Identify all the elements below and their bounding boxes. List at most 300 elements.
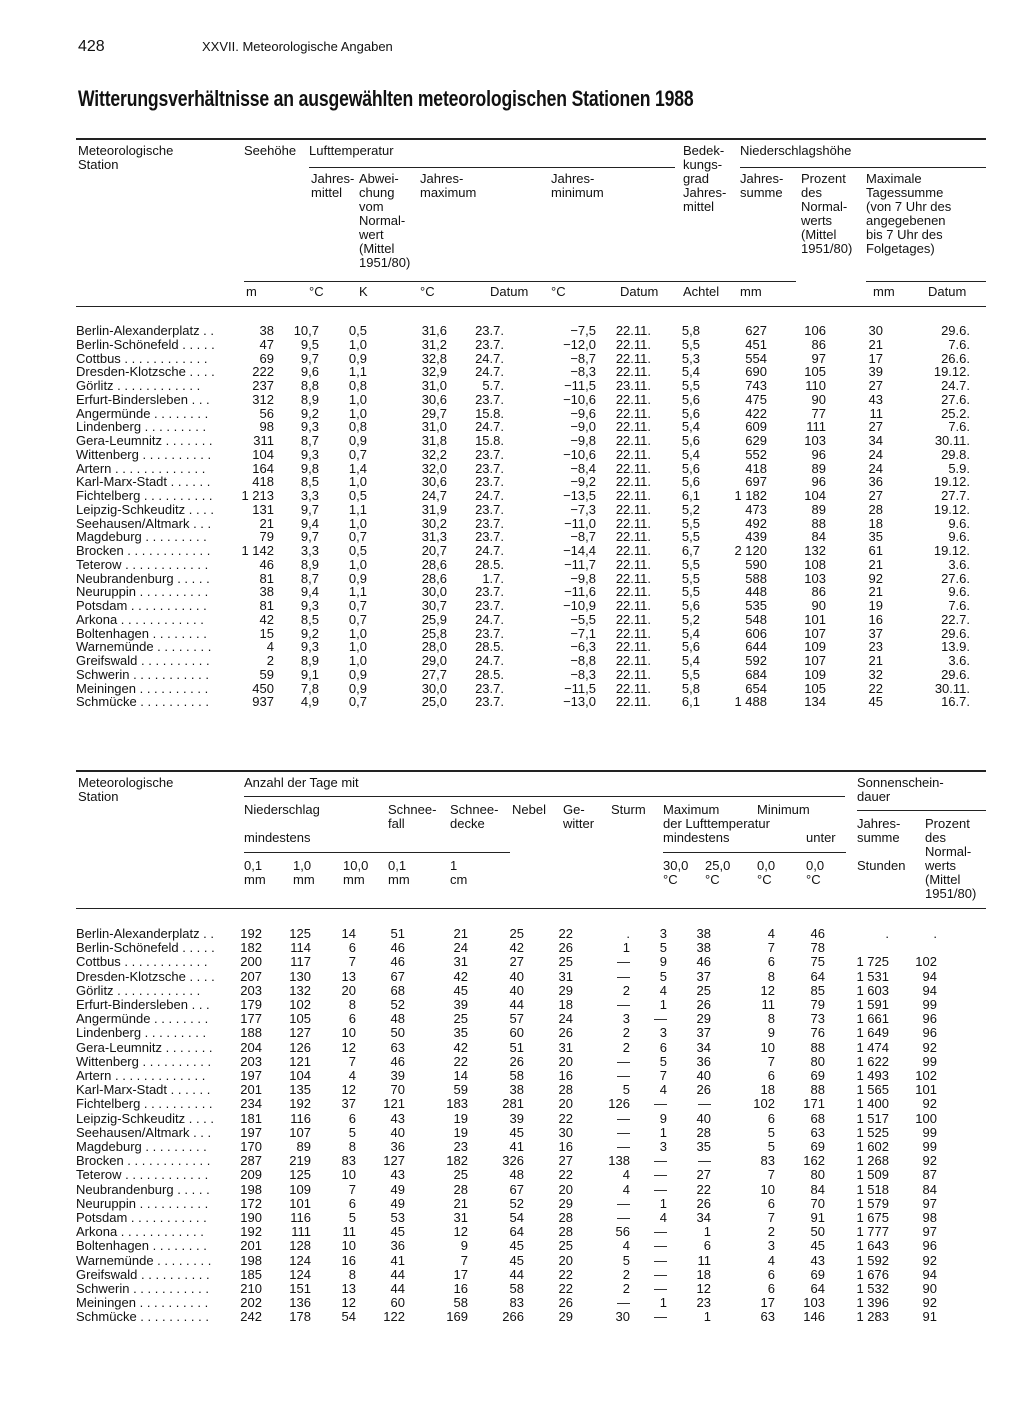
cell-tagessumme-mm: 27: [868, 488, 883, 503]
cell-jahresmin: −10,6: [563, 391, 596, 407]
cell-schneefall: 63: [390, 1039, 405, 1055]
cell-schneefall: 122: [383, 1309, 405, 1325]
cell-sonne-summe: 1 531: [856, 968, 889, 984]
t2-h-maximum: Maximum: [663, 802, 720, 817]
cell-jahresmittel: 9,3: [300, 598, 319, 613]
cell-ns-100: 12: [341, 1082, 356, 1098]
cell-schneefall: 68: [390, 982, 405, 998]
row-station-name: Lindenberg . . . . . . . . .: [76, 1025, 207, 1041]
cell-bedeckung: 5,6: [681, 433, 700, 448]
cell-tagessumme-datum: 27.6.: [941, 391, 970, 407]
row-station-name: Angermünde . . . . . . . .: [76, 405, 209, 421]
cell-bedeckung: 6,7: [681, 543, 700, 558]
row-station-name: Potsdam . . . . . . . . . . .: [76, 1210, 207, 1225]
cell-abweichung: 1,4: [348, 460, 367, 476]
cell-tagessumme-mm: 24: [868, 446, 883, 462]
t2-h-schneefall: Schnee- fall: [388, 802, 437, 831]
cell-sonne-prozent: 92: [922, 1039, 937, 1055]
cell-ns-10: 178: [289, 1309, 311, 1325]
table-row: [0, 1211, 1024, 1225]
cell-jahresmin-datum: 22.11.: [615, 625, 651, 641]
cell-schneefall: 44: [390, 1266, 405, 1282]
cell-seehoehe: 81: [259, 570, 274, 586]
cell-min-00: 68: [810, 1110, 825, 1126]
cell-max-25: —: [698, 1153, 711, 1169]
t2-threshold: 25,0 °C: [705, 858, 731, 887]
table-row: [0, 1197, 1024, 1211]
cell-bedeckung: 5,4: [681, 446, 700, 462]
t1-h-station: Meteorologische Station: [78, 143, 174, 172]
t1-rule-lufttemp: [309, 167, 675, 168]
row-station-name: Arkona . . . . . . . . . . . .: [76, 1224, 204, 1240]
cell-ns-100: 20: [341, 982, 356, 998]
table-row: [0, 1168, 1024, 1182]
cell-gewitter: 27: [558, 1153, 573, 1169]
cell-jahresmax: 31,8: [421, 433, 447, 448]
cell-jahressumme: 606: [745, 625, 767, 641]
cell-jahresmin: −9,6: [570, 405, 596, 421]
row-station-name: Schwerin . . . . . . . . . . .: [76, 666, 209, 682]
row-station-name: Teterow . . . . . . . . . . . .: [76, 1167, 209, 1183]
cell-abweichung: 0,7: [348, 529, 367, 545]
table-row: [0, 1055, 1024, 1069]
cell-gewitter: 29: [558, 1309, 573, 1325]
row-station-name: Seehausen/Altmark . . .: [76, 515, 212, 531]
cell-gewitter: 22: [558, 1281, 573, 1296]
cell-jahressumme: 743: [745, 378, 767, 393]
cell-sonne-prozent: 99: [922, 1124, 937, 1140]
cell-jahresmax-datum: 23.7.: [475, 501, 504, 517]
cell-min-00: 64: [810, 1281, 825, 1296]
cell-max-00: 7: [767, 1210, 775, 1225]
cell-max-25: 6: [703, 1238, 711, 1254]
cell-prozent: 105: [804, 364, 826, 380]
cell-jahresmax-datum: 15.8.: [475, 405, 504, 421]
row-station-name: Warnemünde . . . . . . . .: [76, 639, 212, 655]
cell-jahresmax: 25,0: [421, 694, 447, 710]
cell-jahresmittel: 8,5: [300, 474, 319, 490]
cell-tagessumme-datum: 25.2.: [941, 405, 970, 421]
cell-sturm: 2: [622, 1039, 630, 1055]
cell-prozent: 110: [805, 378, 826, 393]
table-row: [0, 1254, 1024, 1268]
cell-max-25: 40: [696, 1110, 711, 1126]
page-number: 428: [78, 38, 105, 55]
cell-sonne-summe: 1 622: [856, 1053, 889, 1069]
cell-tagessumme-mm: 28: [868, 501, 883, 517]
cell-abweichung: 0,7: [348, 694, 367, 710]
cell-max-25: 34: [696, 1039, 711, 1055]
cell-min-00: 75: [810, 954, 825, 970]
t1-h-jahressumme: Jahres- summe: [740, 171, 784, 200]
t2-threshold: 0,0 °C: [806, 858, 825, 887]
cell-max-00: 5: [767, 1139, 775, 1154]
cell-prozent: 108: [804, 556, 826, 572]
cell-sonne-prozent: 84: [922, 1181, 937, 1197]
cell-jahresmittel: 9,3: [300, 419, 319, 435]
cell-jahresmin: −7,3: [570, 501, 596, 517]
cell-sonne-summe: 1 603: [856, 982, 889, 998]
cell-abweichung: 1,1: [348, 584, 367, 600]
cell-ns-01: 177: [240, 1011, 262, 1027]
cell-seehoehe: 56: [259, 405, 274, 421]
cell-min-00: 43: [810, 1252, 825, 1268]
cell-min-00: 88: [810, 1082, 825, 1098]
cell-jahresmin-datum: 23.11.: [615, 378, 651, 393]
cell-sonne-prozent: 97: [922, 1195, 937, 1211]
cell-schneedecke: 23: [453, 1139, 468, 1154]
cell-jahresmin: −5,5: [570, 611, 596, 627]
cell-jahresmin-datum: 22.11.: [615, 350, 651, 366]
cell-jahresmin: −9,8: [570, 570, 596, 586]
cell-sonne-summe: 1 532: [856, 1281, 889, 1296]
cell-sonne-summe: 1 643: [856, 1238, 889, 1254]
cell-tagessumme-mm: 43: [868, 391, 883, 407]
cell-ns-100: 54: [341, 1309, 356, 1325]
row-station-name: Erfurt-Bindersleben . . .: [76, 391, 210, 407]
cell-jahressumme: 697: [745, 474, 767, 490]
cell-max-25: 29: [696, 1011, 711, 1027]
cell-jahresmax: 31,0: [421, 378, 447, 393]
cell-bedeckung: 5,6: [681, 405, 700, 421]
cell-gewitter: 18: [558, 997, 573, 1012]
cell-nebel: 45: [509, 1238, 524, 1254]
row-station-name: Karl-Marx-Stadt . . . . . .: [76, 474, 211, 490]
page-header: [78, 38, 393, 56]
cell-jahresmittel: 9,8: [300, 460, 319, 476]
cell-ns-10: 111: [291, 1224, 311, 1240]
cell-ns-100: 8: [348, 1266, 356, 1282]
cell-ns-01: 201: [240, 1082, 262, 1098]
cell-sonne-prozent: 87: [922, 1167, 937, 1183]
cell-tagessumme-mm: 30: [868, 323, 883, 338]
row-station-name: Potsdam . . . . . . . . . . .: [76, 598, 207, 613]
cell-min-00: 46: [810, 926, 825, 941]
t2-h-lufttemp: der Lufttemperatur: [663, 816, 770, 831]
cell-jahresmax: 32,2: [421, 446, 447, 462]
cell-max-00: 3: [767, 1238, 775, 1254]
row-station-name: Schmücke . . . . . . . . . .: [76, 694, 209, 710]
cell-abweichung: 1,0: [348, 336, 367, 352]
cell-bedeckung: 6,1: [681, 694, 700, 710]
table-row: [0, 544, 1024, 558]
cell-min-00: 69: [810, 1068, 825, 1083]
table-row: [0, 1083, 1024, 1097]
cell-bedeckung: 5,8: [681, 680, 700, 696]
cell-tagessumme-mm: 34: [868, 433, 883, 448]
cell-jahresmittel: 9,7: [300, 529, 319, 545]
cell-jahresmax-datum: 24.7.: [475, 364, 504, 380]
t1-unit: Datum: [490, 284, 529, 299]
cell-jahresmax: 32,8: [421, 350, 447, 366]
cell-max-25: 26: [696, 1195, 711, 1211]
cell-sturm: .: [626, 926, 630, 941]
cell-jahresmax-datum: 24.7.: [475, 419, 504, 435]
cell-gewitter: 24: [558, 1011, 573, 1027]
cell-jahresmax: 32,9: [421, 364, 447, 380]
table-row: [0, 393, 1024, 407]
cell-tagessumme-datum: 29.6.: [941, 666, 970, 682]
cell-jahresmittel: 8,5: [300, 611, 319, 627]
cell-jahressumme: 588: [745, 570, 767, 586]
cell-jahresmin: −11,5: [564, 680, 596, 696]
cell-bedeckung: 5,3: [681, 350, 700, 366]
table-row: [0, 599, 1024, 613]
cell-nebel: 48: [509, 1167, 524, 1183]
cell-max-25: 34: [696, 1210, 711, 1225]
row-station-name: Boltenhagen . . . . . . . .: [76, 1238, 207, 1254]
cell-jahressumme: 1 182: [734, 488, 767, 503]
cell-sonne-summe: 1 725: [856, 954, 889, 970]
cell-jahressumme: 418: [745, 460, 767, 476]
cell-tagessumme-mm: 21: [868, 556, 883, 572]
cell-gewitter: 25: [558, 1238, 573, 1254]
cell-tagessumme-datum: 9.6.: [948, 584, 970, 600]
table-row: [0, 1310, 1024, 1324]
row-station-name: Cottbus . . . . . . . . . . . .: [76, 350, 208, 366]
cell-min-00: 50: [810, 1224, 825, 1240]
t1-unit: °C: [551, 284, 566, 299]
cell-max-30: 1: [659, 1295, 667, 1311]
cell-abweichung: 0,8: [348, 378, 367, 393]
t2-rule-threshold-a: [244, 852, 510, 853]
cell-abweichung: 1,0: [348, 556, 367, 572]
page-title: Witterungsverhältnisse an ausgewählten meteorologischen Stationen 1988: [78, 86, 694, 111]
cell-schneefall: 46: [390, 954, 405, 970]
cell-seehoehe: 42: [259, 611, 274, 627]
row-station-name: Greifswald . . . . . . . . . .: [76, 1266, 210, 1282]
row-station-name: Teterow . . . . . . . . . . . .: [76, 556, 209, 572]
cell-min-00: 69: [810, 1139, 825, 1154]
cell-tagessumme-datum: 27.6.: [941, 570, 970, 586]
cell-jahresmin: −8,3: [570, 364, 596, 380]
cell-jahresmin-datum: 22.11.: [615, 694, 651, 710]
row-station-name: Berlin-Alexanderplatz . .: [76, 926, 215, 941]
cell-ns-01: 234: [240, 1096, 262, 1112]
cell-sturm: —: [617, 1110, 630, 1126]
cell-jahresmax: 28,0: [421, 639, 447, 655]
t2-threshold: 0,1 mm: [244, 858, 266, 887]
cell-min-00: 64: [810, 968, 825, 984]
cell-jahresmittel: 9,1: [300, 666, 319, 682]
row-station-name: Angermünde . . . . . . . .: [76, 1011, 209, 1027]
row-station-name: Leipzig-Schkeuditz . . . .: [76, 1110, 215, 1126]
cell-nebel: 54: [509, 1210, 524, 1225]
cell-jahresmin: −7,5: [570, 323, 596, 338]
cell-seehoehe: 15: [259, 625, 274, 641]
cell-schneedecke: 39: [453, 997, 468, 1012]
cell-sonne-prozent: 102: [915, 954, 937, 970]
cell-max-00: 6: [767, 954, 775, 970]
cell-jahresmax-datum: 23.7.: [475, 474, 504, 490]
cell-tagessumme-datum: 19.12.: [933, 543, 970, 558]
cell-max-30: —: [654, 1224, 667, 1240]
cell-ns-01: 202: [240, 1295, 262, 1311]
cell-max-30: —: [654, 1096, 667, 1112]
row-station-name: Neuruppin . . . . . . . . . .: [76, 1195, 209, 1211]
t2-threshold: 1,0 mm: [293, 858, 315, 887]
cell-max-00: 6: [767, 1110, 775, 1126]
cell-jahresmin-datum: 22.11.: [615, 501, 651, 517]
cell-bedeckung: 5,4: [681, 653, 700, 668]
cell-sonne-summe: 1 777: [856, 1224, 889, 1240]
cell-sonne-summe: 1 518: [856, 1181, 889, 1197]
cell-jahresmittel: 8,8: [300, 378, 319, 393]
cell-min-00: 45: [810, 1238, 825, 1254]
cell-max-30: 9: [659, 1110, 667, 1126]
cell-jahresmin-datum: 22.11.: [615, 405, 651, 421]
table-row: [0, 941, 1024, 955]
cell-jahresmin-datum: 22.11.: [615, 460, 651, 476]
cell-sonne-prozent: 92: [922, 1295, 937, 1311]
cell-abweichung: 1,0: [348, 474, 367, 490]
cell-jahresmin-datum: 22.11.: [615, 419, 651, 435]
cell-ns-100: 10: [341, 1238, 356, 1254]
t1-h-prozent: Prozent des Normal- werts (Mittel 1951/80): [801, 171, 853, 256]
cell-ns-01: 209: [240, 1167, 262, 1183]
cell-seehoehe: 1 213: [241, 488, 274, 503]
cell-jahresmax: 29,7: [421, 405, 447, 421]
cell-ns-100: 6: [348, 940, 356, 956]
cell-jahresmax-datum: 28.5.: [475, 639, 504, 655]
cell-max-25: 1: [703, 1224, 711, 1240]
cell-prozent: 109: [804, 666, 826, 682]
cell-jahresmax: 31,2: [421, 336, 447, 352]
cell-schneefall: 36: [390, 1139, 405, 1154]
t1-h-jahresmax: Jahres- maximum: [420, 171, 477, 200]
cell-gewitter: 16: [558, 1068, 573, 1083]
cell-jahresmax: 32,0: [421, 460, 447, 476]
cell-ns-10: 104: [289, 1068, 311, 1083]
t2-rule-anzahl: [244, 796, 845, 797]
cell-seehoehe: 79: [259, 529, 274, 545]
cell-schneedecke: 24: [453, 940, 468, 956]
cell-sonne-summe: 1 509: [856, 1167, 889, 1183]
t2-threshold: 0,1 mm: [388, 858, 410, 887]
cell-max-30: 5: [659, 968, 667, 984]
cell-max-00: 2: [767, 1224, 775, 1240]
cell-seehoehe: 4: [266, 639, 274, 655]
cell-max-00: 4: [767, 1252, 775, 1268]
cell-bedeckung: 5,5: [681, 584, 700, 600]
cell-ns-10: 101: [289, 1195, 311, 1211]
cell-jahressumme: 2 120: [734, 543, 767, 558]
cell-max-00: 11: [761, 997, 775, 1012]
cell-min-00: 73: [810, 1011, 825, 1027]
t2-h-gewitter: Ge- witter: [563, 802, 595, 831]
cell-bedeckung: 5,4: [681, 364, 700, 380]
cell-tagessumme-mm: 17: [868, 350, 883, 366]
cell-seehoehe: 98: [259, 419, 274, 435]
cell-sonne-prozent: 99: [922, 1053, 937, 1069]
cell-gewitter: 26: [558, 1025, 573, 1041]
cell-abweichung: 1,0: [348, 391, 367, 407]
row-station-name: Arkona . . . . . . . . . . . .: [76, 611, 204, 627]
t1-h-jahresmittel: Jahres- mittel: [311, 171, 355, 200]
cell-jahresmax-datum: 23.7.: [475, 694, 504, 710]
cell-bedeckung: 5,4: [681, 419, 700, 435]
cell-max-30: 1: [659, 1124, 667, 1140]
cell-jahresmittel: 9,2: [300, 625, 319, 641]
cell-jahresmax-datum: 23.7.: [475, 446, 504, 462]
cell-prozent: 107: [804, 625, 826, 641]
cell-schneefall: 45: [390, 1224, 405, 1240]
cell-sonne-prozent: 102: [915, 1068, 937, 1083]
cell-jahresmin: −11,7: [564, 556, 596, 572]
cell-seehoehe: 81: [259, 598, 274, 613]
cell-ns-01: 201: [240, 1238, 262, 1254]
cell-schneedecke: 22: [453, 1053, 468, 1069]
cell-jahresmax-datum: 23.7.: [475, 584, 504, 600]
cell-jahresmax: 30,0: [421, 584, 447, 600]
cell-prozent: 88: [811, 515, 826, 531]
row-station-name: Dresden-Klotzsche . . . .: [76, 364, 215, 380]
cell-ns-01: 210: [240, 1281, 262, 1296]
cell-seehoehe: 131: [252, 501, 274, 517]
cell-nebel: 45: [509, 1252, 524, 1268]
row-station-name: Görlitz . . . . . . . . . . . .: [76, 982, 201, 998]
cell-min-00: 162: [803, 1153, 825, 1169]
table-row: [0, 1112, 1024, 1126]
row-station-name: Neubrandenburg . . . . .: [76, 1181, 210, 1197]
cell-jahressumme: 448: [745, 584, 767, 600]
cell-gewitter: 28: [558, 1210, 573, 1225]
cell-ns-10: 117: [290, 954, 311, 970]
cell-seehoehe: 38: [259, 584, 274, 600]
cell-jahresmittel: 10,7: [293, 323, 319, 338]
cell-nebel: 58: [509, 1068, 524, 1083]
cell-ns-10: 132: [289, 982, 311, 998]
cell-ns-01: 207: [240, 968, 262, 984]
t1-h-lufttemp: Lufttemperatur: [309, 143, 394, 158]
cell-gewitter: 26: [558, 1295, 573, 1311]
cell-nebel: 45: [509, 1124, 524, 1140]
cell-jahressumme: 690: [745, 364, 767, 380]
row-station-name: Schwerin . . . . . . . . . . .: [76, 1281, 209, 1296]
cell-seehoehe: 937: [252, 694, 274, 710]
section-title: XXVII. Meteorologische Angaben: [202, 39, 393, 54]
cell-schneedecke: 17: [453, 1266, 468, 1282]
cell-max-30: 4: [659, 1082, 667, 1098]
cell-gewitter: 25: [558, 954, 573, 970]
cell-ns-10: 192: [289, 1096, 311, 1112]
table-row: [0, 448, 1024, 462]
cell-sturm: —: [617, 1124, 630, 1140]
cell-max-25: 11: [697, 1252, 711, 1268]
cell-sturm: 3: [622, 1011, 630, 1027]
cell-sonne-prozent: 96: [922, 1011, 937, 1027]
table-row: [0, 613, 1024, 627]
cell-seehoehe: 312: [252, 391, 274, 407]
cell-ns-01: 185: [240, 1266, 262, 1282]
cell-max-25: 38: [696, 926, 711, 941]
cell-schneefall: 127: [383, 1153, 405, 1169]
cell-prozent: 132: [804, 543, 826, 558]
cell-abweichung: 0,7: [348, 611, 367, 627]
cell-prozent: 134: [804, 694, 826, 710]
cell-sonne-summe: 1 493: [856, 1068, 889, 1083]
cell-tagessumme-mm: 22: [868, 680, 883, 696]
cell-tagessumme-mm: 32: [868, 666, 883, 682]
cell-sonne-summe: 1 602: [856, 1139, 889, 1154]
row-station-name: Wittenberg . . . . . . . . . .: [76, 1053, 212, 1069]
cell-jahresmin: −11,0: [564, 515, 596, 531]
cell-max-30: 5: [659, 940, 667, 956]
cell-jahressumme: 654: [745, 680, 767, 696]
cell-sonne-summe: 1 675: [856, 1210, 889, 1225]
cell-schneefall: 43: [390, 1110, 405, 1126]
cell-tagessumme-datum: 7.6.: [948, 419, 970, 435]
